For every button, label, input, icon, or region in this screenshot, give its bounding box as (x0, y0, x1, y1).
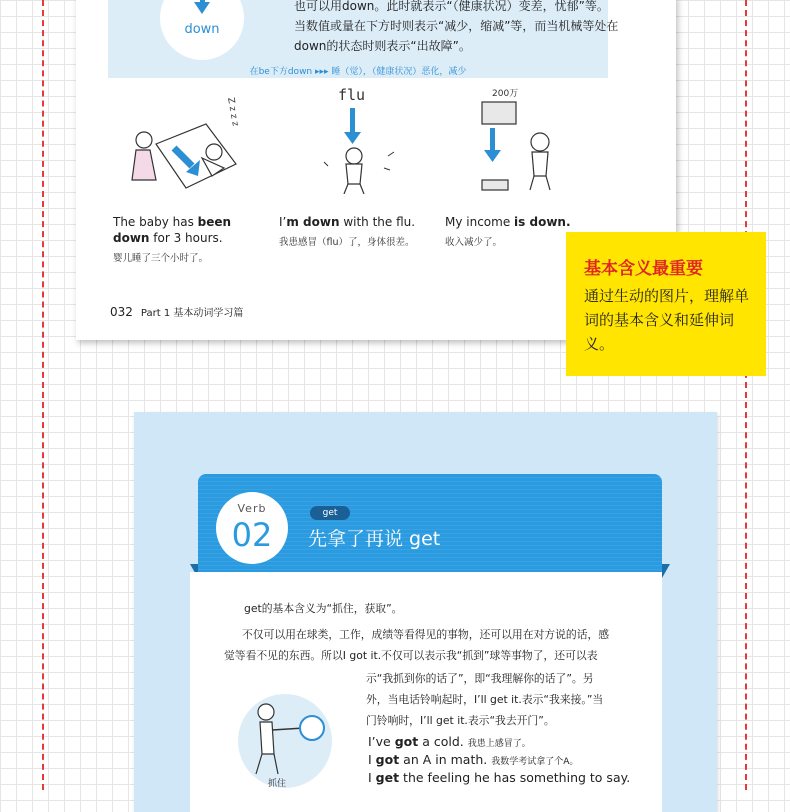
caption-income (445, 214, 571, 230)
example-sentence (368, 734, 531, 749)
grab-illustration (238, 694, 332, 788)
paragraph-1: get的基本含义为“抓住，获取”。 (244, 602, 403, 615)
caption-bold: is down. (514, 215, 571, 229)
example-text: I’ve (368, 734, 395, 749)
explanation-text (294, 0, 634, 56)
caption-text: The baby has (113, 215, 198, 229)
chapter-title: 先拿了再说 get (308, 528, 441, 550)
example-text: the feeling he has something to say. (399, 770, 631, 785)
right-dashed-guide (745, 0, 747, 790)
circle-label: down (184, 22, 220, 37)
caption-flu (279, 214, 415, 230)
page-number: 032 (110, 305, 133, 319)
explanation-line: 也可以用down。此时就表示“（健康状况）变差，忧郁”等。 (294, 0, 609, 13)
caption-bold: m down (286, 215, 340, 229)
explanation-box (108, 0, 619, 78)
page-section: Part 1 基本动词学习篇 (140, 308, 244, 319)
example-text: an A in math. (399, 752, 488, 767)
example-cn: 我数学考试拿了个A。 (491, 757, 579, 767)
paragraph-line: 不仅可以用在球类，工作，成绩等看得见的事物，还可以用在对方说的话，感 (242, 628, 610, 641)
explanation-line: down的状态时则表示“出故障”。 (294, 39, 471, 53)
paragraph-line: 外，当电话铃响起时，I’ll get it.表示“我来接。”当 (366, 693, 604, 706)
paragraph-2 (224, 624, 644, 666)
page-footer (110, 304, 243, 319)
caption-bold: been (197, 215, 232, 229)
caption-baby-cn: 婴儿睡了三个小时了。 (113, 253, 209, 264)
book-page-get (134, 412, 717, 812)
money-label: 200万 (492, 89, 519, 99)
example-bold: get (375, 770, 400, 785)
example-bold: got (375, 752, 400, 767)
flu-label: flu (338, 86, 366, 104)
paragraph-line: 示“我抓到你的话了”，即“我理解你的话了”。另 (366, 672, 594, 685)
paragraph-3 (366, 668, 656, 731)
verb-label: Verb (237, 502, 267, 515)
example-text: I (368, 770, 376, 785)
explanation-footer: 在be下方down ▸▸▸ 睡（觉），（健康状况）恶化，减少 (249, 67, 467, 77)
example-text: I (368, 752, 376, 767)
callout-body: 通过生动的图片，理解单词的基本含义和延伸词义。 (584, 287, 750, 353)
sick-person-illustration (316, 84, 406, 194)
banner-fold-right (662, 564, 670, 578)
caption-flu-cn: 我患感冒（flu）了，身体很差。 (279, 237, 415, 248)
explanation-line: 当数值或量在下方时则表示“减少，缩减”等，而当机械等处在 (294, 19, 619, 33)
down-arrowhead-icon (194, 2, 210, 14)
example-sentence (368, 752, 578, 767)
example-cn: 我患上感冒了。 (467, 739, 531, 749)
caption-text: My income (445, 215, 515, 229)
callout-title: 基本含义最重要 (584, 259, 703, 279)
grab-person-icon (238, 694, 332, 788)
income-down-illustration (476, 84, 576, 194)
left-dashed-guide (42, 0, 44, 790)
callout-box (566, 232, 766, 376)
verb-tag: get (310, 506, 350, 520)
caption-text: for 3 hours. (149, 231, 223, 245)
caption-text: I’ (279, 215, 287, 229)
example-text: a cold. (418, 734, 464, 749)
verb-number: 02 (231, 516, 273, 554)
paragraph-line: 门铃响时，I’ll get it.表示“我去开门”。 (366, 714, 555, 727)
verb-number-badge (216, 492, 288, 564)
example-sentence (368, 770, 630, 785)
zzz-text: Z z z z (225, 96, 240, 128)
caption-income-cn: 收入减少了。 (445, 237, 503, 248)
down-circle (160, 0, 244, 60)
example-bold: got (394, 734, 419, 749)
caption-baby (113, 214, 231, 246)
paragraph-line: 觉等看不见的东西。所以I got it.不仅可以表示我“抓到”球等事物了，还可以表 (224, 649, 598, 662)
caption-text: with the flu. (339, 215, 416, 229)
baby-sleeping-illustration (116, 84, 256, 194)
caption-bold: down (113, 231, 150, 245)
grab-label: 抓住 (268, 779, 287, 789)
